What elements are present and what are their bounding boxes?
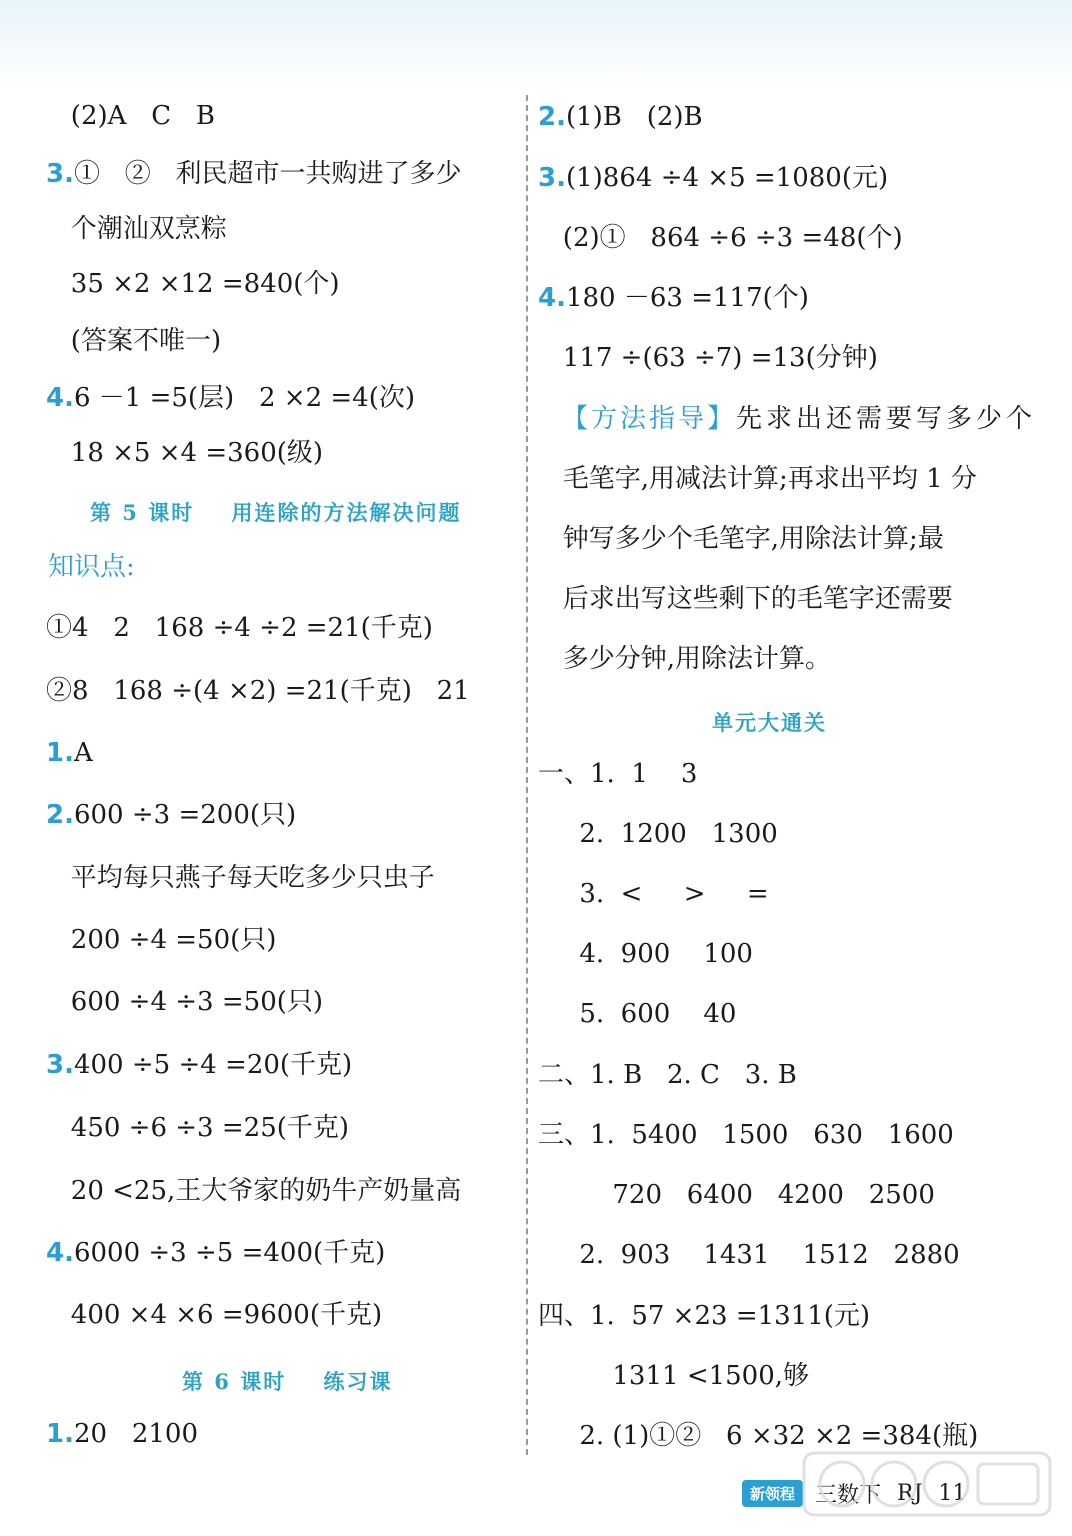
answer-text: 1311 <1500,够: [538, 1361, 810, 1391]
right-line: [538, 643, 831, 675]
question-number: 3.: [46, 159, 74, 189]
left-line: [46, 325, 221, 357]
subject-label: 三数下: [815, 1482, 882, 1508]
left-line: [46, 799, 296, 831]
left-line: [46, 924, 276, 956]
right-line: [538, 1059, 797, 1091]
question-number: 4.: [46, 1238, 74, 1268]
question-number: 2.: [538, 102, 566, 132]
lesson-5-heading: 第 5 课时 用连除的方法解决问题: [90, 500, 462, 525]
left-line: [46, 675, 470, 707]
question-number: 1.: [46, 738, 74, 768]
answer-text: 35 ×2 ×12 =840(个): [46, 269, 340, 299]
answer-text: 20 2100: [73, 1419, 199, 1449]
watermark-graphic: [802, 1449, 1052, 1519]
answer-text: 一、1. 1 3: [538, 759, 698, 789]
answer-text: 个潮汕双烹粽: [46, 214, 227, 244]
left-line: [46, 862, 435, 894]
question-number: 3.: [46, 1050, 74, 1080]
knowledge-point-label: 知识点:: [48, 552, 135, 582]
right-line: [538, 818, 778, 850]
question-number: 2.: [46, 800, 74, 830]
method-tip-label: 【方法指导】: [562, 404, 737, 434]
method-tip-line: [562, 403, 1036, 435]
left-line: [46, 100, 215, 132]
answer-text: 2. (1)①② 6 ×32 ×2 =384(瓶): [538, 1421, 979, 1451]
question-number: 4.: [538, 283, 566, 313]
column-divider: [526, 95, 528, 1455]
left-line: [46, 437, 323, 469]
brand-badge: 新领程: [742, 1480, 803, 1507]
left-line: [46, 1418, 198, 1450]
answer-text: 5. 600 40: [538, 999, 737, 1029]
answer-text: 18 ×5 ×4 =360(级): [46, 438, 324, 468]
left-line: [46, 268, 340, 300]
right-line: [538, 1300, 870, 1332]
answer-text: ① ② 利民超市一共购进了多少: [73, 159, 462, 189]
right-line: [538, 758, 697, 790]
left-line: [46, 158, 462, 190]
answer-text: (2)A C B: [46, 101, 215, 131]
right-line: [538, 463, 977, 495]
right-line: [538, 938, 753, 970]
right-line: [538, 1360, 809, 1392]
right-line: [538, 1420, 978, 1452]
answer-text: 450 ÷6 ÷3 =25(千克): [46, 1113, 350, 1143]
answer-text: 2. 1200 1300: [538, 819, 778, 849]
right-line: [538, 1119, 954, 1151]
right-line: [538, 1179, 935, 1211]
edition-label: RJ: [897, 1480, 923, 1506]
answer-text: (1)864 ÷4 ×5 =1080(元): [565, 163, 889, 193]
answer-text: 3. < > =: [538, 879, 769, 909]
unit-review-heading: 单元大通关: [712, 710, 827, 735]
right-line: [538, 342, 878, 374]
answer-text: 多少分钟,用除法计算。: [538, 644, 832, 674]
right-line: [538, 101, 703, 133]
answer-text: 117 ÷(63 ÷7) =13(分钟): [538, 343, 878, 373]
right-line: [538, 222, 903, 254]
right-column: [530, 0, 1072, 1536]
answer-text: 400 ÷5 ÷4 =20(千克): [73, 1050, 353, 1080]
answer-text: 600 ÷3 =200(只): [73, 800, 297, 830]
right-line: [538, 282, 809, 314]
left-line: [46, 1049, 352, 1081]
left-line: [46, 1175, 461, 1207]
answer-text: 720 6400 4200 2500: [538, 1180, 935, 1210]
lesson-6-heading: 第 6 课时 练习课: [182, 1369, 393, 1394]
answer-text: 4. 900 100: [538, 939, 753, 969]
left-line: [46, 612, 433, 644]
question-number: 3.: [538, 163, 566, 193]
answer-text: 三、1. 5400 1500 630 1600: [538, 1120, 954, 1150]
right-line: [538, 523, 944, 555]
answer-text: (1)B (2)B: [565, 102, 703, 132]
answer-text: 平均每只燕子每天吃多少只虫子: [46, 863, 435, 893]
answer-text: A: [73, 738, 93, 768]
question-number: 1.: [46, 1419, 74, 1449]
answer-text: (答案不唯一): [46, 326, 222, 356]
answer-text: 20 <25,王大爷家的奶牛产奶量高: [46, 1176, 462, 1206]
left-column: [0, 0, 520, 1536]
watermark-logo: [802, 1449, 1052, 1526]
answer-text: 钟写多少个毛笔字,用除法计算;最: [538, 524, 944, 554]
answer-text: 400 ×4 ×6 =9600(千克): [46, 1300, 383, 1330]
answer-text: 180 －63 =117(个): [565, 283, 809, 313]
answer-text: 6000 ÷3 ÷5 =400(千克): [73, 1238, 386, 1268]
left-line: [46, 737, 93, 769]
left-line: [46, 1237, 385, 1269]
left-line: [46, 1299, 382, 1331]
question-number: 4.: [46, 383, 74, 413]
answer-text: 二、1. B 2. C 3. B: [538, 1060, 797, 1090]
left-line: [46, 382, 415, 414]
method-tip-text: 先求出还需要写多少个: [736, 404, 1037, 434]
answer-text: 四、1. 57 ×23 =1311(元): [538, 1301, 871, 1331]
left-line: [46, 986, 323, 1018]
answer-text: ②8 168 ÷(4 ×2) =21(千克) 21: [46, 676, 470, 706]
answer-text: 后求出写这些剩下的毛笔字还需要: [538, 584, 953, 614]
answer-text: 600 ÷4 ÷3 =50(只): [46, 987, 324, 1017]
right-line: [538, 998, 736, 1030]
page-number: 11: [938, 1480, 967, 1506]
left-line: [46, 1112, 349, 1144]
answer-text: ①4 2 168 ÷4 ÷2 =21(千克): [46, 613, 433, 643]
answer-text: 200 ÷4 =50(只): [46, 925, 277, 955]
right-line: [538, 583, 953, 615]
right-line: [538, 162, 888, 194]
right-line: [538, 878, 769, 910]
answer-text: 2. 903 1431 1512 2880: [538, 1240, 960, 1270]
answer-text: 6 －1 =5(层) 2 ×2 =4(次): [73, 383, 416, 413]
answer-text: 毛笔字,用减法计算;再求出平均 1 分: [538, 464, 977, 494]
right-line: [538, 1239, 960, 1271]
left-line: [46, 213, 227, 245]
answer-text: (2)① 864 ÷6 ÷3 =48(个): [538, 223, 903, 253]
